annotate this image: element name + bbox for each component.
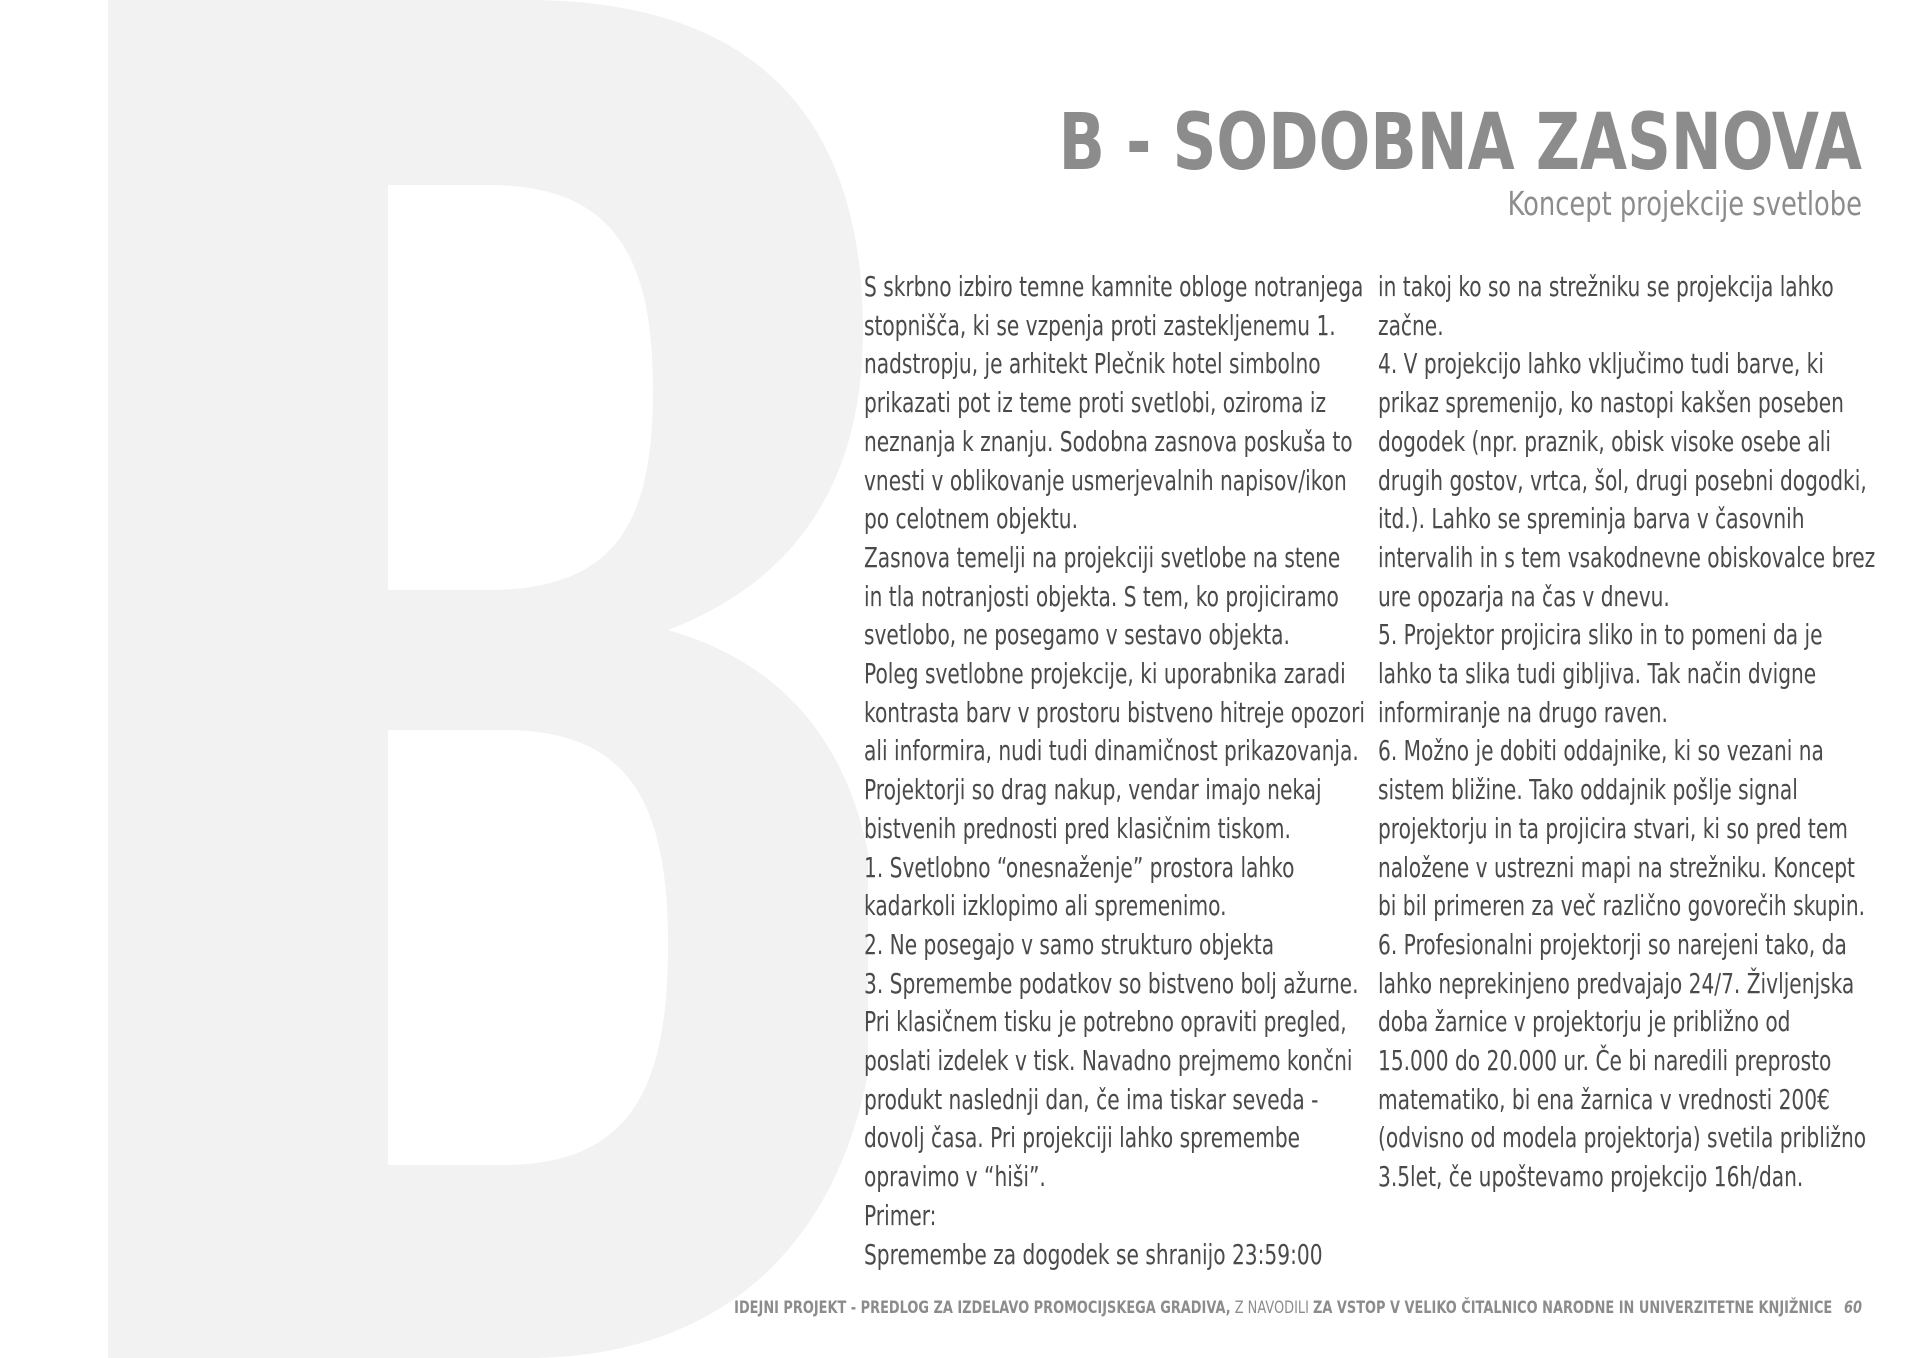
page-subtitle: Koncept projekcije svetlobe xyxy=(1507,184,1862,223)
text-line: lahko neprekinjeno predvajajo 24/7. Življenjska xyxy=(1378,966,1855,1000)
text-line: dogodek (npr. praznik, obisk visoke osebe ali xyxy=(1378,424,1831,458)
text-line: lahko ta slika tudi gibljiva. Tak način dvigne xyxy=(1378,657,1817,691)
text-line: Spremembe za dogodek se shranijo 23:59:00 xyxy=(864,1237,1323,1271)
text-line: prikaz spremenijo, ko nastopi kakšen poseben xyxy=(1378,386,1844,420)
text-line: poslati izdelek v tisk. Navadno prejmemo končni xyxy=(864,1044,1353,1078)
text-line: kontrasta barv v prostoru bistveno hitreje opozori xyxy=(864,695,1365,729)
text-line: Primer: xyxy=(864,1198,937,1232)
text-line: 5. Projektor projicira sliko in to pomeni da je xyxy=(1378,618,1823,652)
text-line: Projektorji so drag nakup, vendar imajo nekaj xyxy=(864,773,1322,807)
text-line: S skrbno izbiro temne kamnite obloge notranjega xyxy=(864,270,1364,303)
text-line: bi bil primeren za več različno govorečih skupin. xyxy=(1378,889,1866,923)
text-line: stopnišča, ki se vzpenja proti zastekljenemu 1. xyxy=(864,308,1336,342)
text-line: po celotnem objektu. xyxy=(864,502,1078,536)
page-title: B - SODOBNA ZASNOVA xyxy=(1058,98,1862,188)
text-line: 6. Profesionalni projektorji so narejeni tako, da xyxy=(1378,927,1847,961)
text-line: neznanja k znanju. Sodobna zasnova poskuša to xyxy=(864,424,1353,458)
text-line: naložene v ustrezni mapi na strežniku. Koncept xyxy=(1378,850,1855,884)
text-line: ure opozarja na čas v dnevu. xyxy=(1378,579,1670,613)
footer-project-title: IDEJNI PROJEKT - PREDLOG ZA IZDELAVO PROMOCIJSKEGA GRADIVA, xyxy=(734,1298,1231,1318)
text-line: matematiko, bi ena žarnica v vrednosti 200€ xyxy=(1378,1082,1830,1116)
text-line: 6. Možno je dobiti oddajnike, ki so vezani na xyxy=(1378,734,1824,768)
text-line: 15.000 do 20.000 ur. Če bi naredili preprosto xyxy=(1378,1044,1832,1078)
text-line: 2. Ne posegajo v samo strukturo objekta xyxy=(864,927,1275,961)
text-line: produkt naslednji dan, če ima tiskar seveda - xyxy=(864,1082,1319,1116)
text-line: drugih gostov, vrtca, šol, drugi posebni dogodki, xyxy=(1378,463,1867,497)
text-line: bistvenih prednosti pred klasičnim tiskom. xyxy=(864,811,1291,845)
text-line: sistem bližine. Tako oddajnik pošlje signal xyxy=(1378,773,1798,807)
text-line: intervalih in s tem vsakodnevne obiskovalce brez xyxy=(1378,540,1876,574)
text-line: (odvisno od modela projektorja) svetila približno xyxy=(1378,1121,1867,1155)
text-line: 3.5let, če upoštevamo projekcijo 16h/dan. xyxy=(1378,1160,1804,1194)
footer-library-title: ZA VSTOP V VELIKO ČITALNICO NARODNE IN UNIVERZITETNE KNJIŽNICE xyxy=(1313,1298,1833,1318)
background-letter-b xyxy=(108,0,868,1358)
text-line: 3. Spremembe podatkov so bistveno bolj ažurne. xyxy=(864,966,1359,1000)
text-line: Zasnova temelji na projekciji svetlobe na stene xyxy=(864,540,1341,574)
left-text-column xyxy=(864,268,1365,1274)
text-line: začne. xyxy=(1378,308,1444,342)
text-line: dovolj časa. Pri projekciji lahko spremembe xyxy=(864,1121,1301,1155)
text-line: vnesti v oblikovanje usmerjevalnih napisov/ikon xyxy=(864,463,1347,497)
text-line: Pri klasičnem tisku je potrebno opraviti pregled, xyxy=(864,1005,1347,1039)
text-line: nadstropju, je arhitekt Plečnik hotel simbolno xyxy=(864,347,1321,381)
text-line: doba žarnice v projektorju je približno od xyxy=(1378,1005,1791,1039)
text-line: in takoj ko so na strežniku se projekcija lahko xyxy=(1378,270,1834,303)
right-text-column xyxy=(1378,268,1876,1197)
text-line: svetlobo, ne posegamo v sestavo objekta. xyxy=(864,618,1290,652)
text-line: in tla notranjosti objekta. S tem, ko projiciramo xyxy=(864,579,1339,613)
text-line: prikazati pot iz teme proti svetlobi, oziroma iz xyxy=(864,386,1327,420)
text-line: opravimo v “hiši”. xyxy=(864,1160,1046,1194)
text-line: kadarkoli izklopimo ali spremenimo. xyxy=(864,889,1227,923)
text-line: itd.). Lahko se spreminja barva v časovnih xyxy=(1378,502,1805,536)
text-line: 1. Svetlobno “onesnaženje” prostora lahko xyxy=(864,850,1295,884)
footer xyxy=(734,1298,1862,1318)
text-line: Poleg svetlobne projekcije, ki uporabnika zaradi xyxy=(864,657,1346,691)
page-number: 60 xyxy=(1844,1298,1862,1318)
header xyxy=(832,98,1862,224)
text-line: 4. V projekcijo lahko vključimo tudi barve, ki xyxy=(1378,347,1824,381)
text-line: projektorju in ta projicira stvari, ki so pred tem xyxy=(1378,811,1848,845)
text-line: ali informira, nudi tudi dinamičnost prikazovanja. xyxy=(864,734,1359,768)
text-line: informiranje na drugo raven. xyxy=(1378,695,1668,729)
footer-with-instructions: Z NAVODILI xyxy=(1234,1298,1309,1318)
